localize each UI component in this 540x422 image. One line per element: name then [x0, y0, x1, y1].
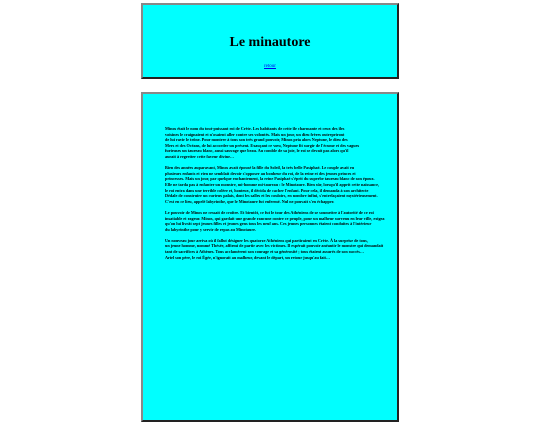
text-line: du labyrinthe pour y servir de repas au Minotaure.: [165, 226, 257, 232]
text-line: princesses. Mais un jour, par quelque enchantement, la reine Pasiphaé s'éprit du superbe taureau blanc de son époux.: [165, 176, 375, 182]
text-line: Minos était le nom du tout-puissant roi de Crète. Les habitants de cette île charmante et ceux des îles: [165, 126, 345, 131]
text-line: un jeune homme, nommé Thésée, affirmi de partir avec les victimes. Il espérait pouvoir anéantir le monstre qui demandait: [165, 243, 384, 249]
text-line: Le pouvoir de Minos ne cessait de croître. Et bientôt, ce fut le tour des Athéniens de se soumettre à l'autorité de ce roi: [165, 209, 374, 215]
text-line: C'est en ce lieu, appelé labyrinthe, que le Minotaure fut enfermé. Nul ne pouvait s'en échapper.: [165, 198, 335, 204]
retour-link[interactable]: retour: [264, 64, 276, 69]
text-line: le roi entra dans une terrible colère et, honteux, il décida de cacher l'enfant. Pour cela, il demanda à son architecte: [165, 187, 369, 193]
paragraph-3: [165, 209, 385, 232]
text-line: de lui ravir le trône. Pour montrer à tous son très grand pouvoir, Minos pria alors Neptune, le dieu des: [165, 137, 348, 143]
text-line: Bien des années auparavant, Minos avait épousé la fille du Soleil, la très belle Pasiphaé. Le couple avait eu: [165, 165, 355, 171]
text-line: Ariel son père, le roi Égée, n'ignorait au malheur, devant le départ, un retour jusqu'au fait…: [165, 254, 331, 260]
text-line: Elle ne tarda pas à enfanter un monstre, mi-homme mi-taureau : le Minotaure. Bien sûr, lorsqu'il apprit cette naissance,: [165, 181, 380, 187]
text-line: Mers et des Océans, de lui accorder un présent. Exauçant ce vœu, Neptune fit surgir de l'écume et des vagues: [165, 142, 360, 148]
text-line: plusieurs enfants et rien ne semblait devoir s'opposer au bonheur du roi, de la reine et des jeunes princes et: [165, 170, 356, 176]
text-line: aurait à regretter cette faveur divine…: [165, 153, 235, 159]
text-line: Un nouveau jour arriva où il fallut désigner les quatorze Athéniens qui partiraient en Crète. À la surprise de tous,: [165, 237, 368, 243]
content-panel: [141, 92, 399, 422]
paragraph-1: [165, 126, 377, 160]
text-line: furieuses un taureau blanc, aussi sauvage que beau. Au comble de sa joie, le roi se devait pas alors qu'il: [165, 148, 349, 154]
paragraph-2: [165, 165, 380, 204]
story-text: [165, 126, 385, 266]
header-panel: [141, 3, 399, 79]
text-line: voisines le craignaient et n'osaient aller contre ses volontés. Mais un jour, un dieu frères outrepriront: [165, 131, 345, 137]
page-title: Le minautore: [229, 35, 311, 50]
text-line: tant de sacrifices à Athènes. Tous acclamèrent son courage et sa générosité ; tous étaient assurés de son succès…: [165, 249, 365, 255]
text-line: Dédale de construire un curieux palais, dont les salles et les couloirs, en nombre infini, s'entrelaçaient mystérieusement.: [165, 193, 378, 199]
text-line: insatiable et rageur. Minos, qui gardait une grande rancune contre ce peuple, pour un malheur survenu en leur ville, exigea: [165, 215, 385, 221]
paragraph-4: [165, 237, 384, 260]
text-line: qu'on lui livrât sept jeunes filles et jeunes gens tous les neuf ans. Ces jeunes personnes étaient conduites à l'intérieur: [165, 221, 372, 227]
